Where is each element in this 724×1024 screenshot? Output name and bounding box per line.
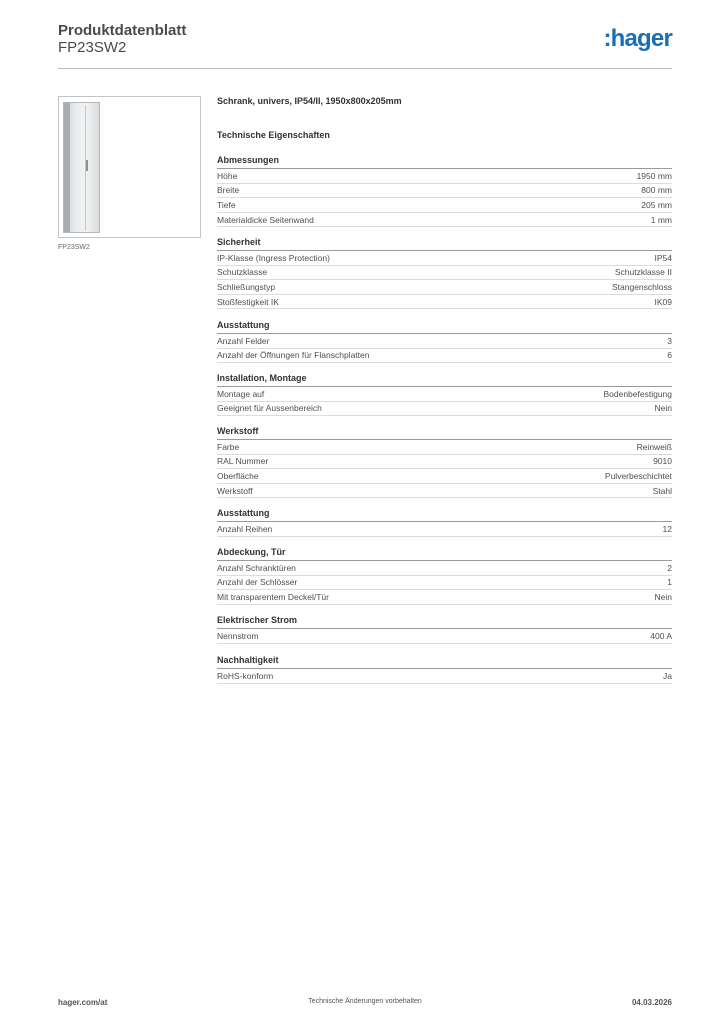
spec-row	[217, 387, 672, 402]
spec-row	[217, 184, 672, 199]
spec-value: 1	[667, 577, 672, 588]
spec-row	[217, 280, 672, 295]
spec-row	[217, 295, 672, 310]
spec-value: Ja	[663, 670, 672, 681]
spec-label: Anzahl der Öffnungen für Flanschplatten	[217, 350, 370, 361]
spec-value: Bodenbefestigung	[603, 388, 672, 399]
spec-value: Nein	[654, 591, 672, 602]
spec-label: Schließungstyp	[217, 281, 276, 292]
cabinet-illustration	[63, 102, 100, 233]
group-title: Ausstattung	[217, 508, 672, 522]
spec-row	[217, 455, 672, 470]
spec-group-equipment	[217, 320, 672, 363]
group-title: Ausstattung	[217, 320, 672, 334]
spec-label: Breite	[217, 185, 240, 196]
spec-group-cover-door	[217, 547, 672, 605]
spec-row	[217, 334, 672, 349]
spec-row	[217, 629, 672, 644]
spec-row	[217, 440, 672, 455]
spec-row	[217, 266, 672, 281]
spec-group-installation	[217, 373, 672, 416]
spec-value: Schutzklasse II	[614, 267, 672, 278]
spec-label: Nennstrom	[217, 630, 259, 641]
spec-value: IP54	[654, 252, 672, 263]
spec-label: Oberfläche	[217, 470, 259, 481]
spec-row	[217, 669, 672, 684]
spec-label: Mit transparentem Deckel/Tür	[217, 591, 329, 602]
group-title: Werkstoff	[217, 426, 672, 440]
document-title: Produktdatenblatt	[58, 22, 187, 39]
spec-value: 400 A	[650, 630, 672, 641]
spec-label: IP-Klasse (Ingress Protection)	[217, 252, 330, 263]
spec-value: Reinweiß	[636, 441, 672, 452]
spec-value: Stangenschloss	[611, 281, 672, 292]
spec-value: IK09	[654, 296, 672, 307]
spec-label: Schutzklasse	[217, 267, 268, 278]
spec-value: 1950 mm	[636, 170, 672, 181]
spec-row	[217, 402, 672, 417]
spec-value: 6	[667, 350, 672, 361]
spec-value: Stahl	[652, 485, 672, 496]
page-footer	[58, 998, 672, 1010]
group-title: Elektrischer Strom	[217, 615, 672, 629]
spec-group-equipment-rows	[217, 508, 672, 537]
spec-value: 3	[667, 335, 672, 346]
spec-group-dimensions	[217, 155, 672, 227]
spec-group-material	[217, 426, 672, 498]
spec-group-electric-current	[217, 615, 672, 644]
spec-value: 1 mm	[650, 214, 672, 225]
spec-row	[217, 561, 672, 576]
spec-row	[217, 213, 672, 228]
spec-row	[217, 590, 672, 605]
spec-row	[217, 576, 672, 591]
spec-row	[217, 469, 672, 484]
technical-properties-title: Technische Eigenschaften	[217, 130, 330, 140]
spec-value: 800 mm	[641, 185, 672, 196]
footer-website: hager.com/at	[58, 998, 108, 1007]
product-code: FP23SW2	[58, 39, 127, 56]
spec-label: Anzahl der Schlösser	[217, 577, 298, 588]
spec-label: Geeignet für Aussenbereich	[217, 403, 322, 414]
spec-row	[217, 349, 672, 364]
image-caption: FP23SW2	[58, 244, 90, 251]
spec-label: Anzahl Reihen	[217, 523, 273, 534]
group-title: Sicherheit	[217, 237, 672, 251]
spec-value: 9010	[653, 456, 672, 467]
group-title: Abmessungen	[217, 155, 672, 169]
hager-logo: :hager	[603, 25, 672, 52]
page-header	[58, 20, 672, 69]
product-description: Schrank, univers, IP54/II, 1950x800x205mm	[217, 96, 402, 106]
product-image	[58, 96, 201, 238]
spec-label: RoHS-konform	[217, 670, 274, 681]
spec-label: Stoßfestigkeit IK	[217, 296, 279, 307]
spec-row	[217, 198, 672, 213]
spec-group-sustainability	[217, 655, 672, 684]
spec-label: Anzahl Felder	[217, 335, 270, 346]
spec-label: RAL Nummer	[217, 456, 269, 467]
spec-value: 2	[667, 562, 672, 573]
spec-row	[217, 251, 672, 266]
spec-label: Tiefe	[217, 199, 236, 210]
spec-row	[217, 169, 672, 184]
spec-label: Anzahl Schranktüren	[217, 562, 296, 573]
cabinet-side-panel	[64, 103, 70, 232]
group-title: Nachhaltigkeit	[217, 655, 672, 669]
spec-row	[217, 484, 672, 499]
spec-label: Materialdicke Seitenwand	[217, 214, 314, 225]
group-title: Abdeckung, Tür	[217, 547, 672, 561]
footer-date: 04.03.2026	[631, 998, 672, 1007]
spec-value: Pulverbeschichtet	[604, 470, 672, 481]
spec-label: Werkstoff	[217, 485, 253, 496]
footer-disclaimer: Technische Änderungen vorbehalten	[308, 998, 422, 1005]
spec-value: 205 mm	[641, 199, 672, 210]
spec-row	[217, 522, 672, 537]
spec-value: 12	[662, 523, 672, 534]
spec-label: Farbe	[217, 441, 240, 452]
spec-label: Montage auf	[217, 388, 265, 399]
cabinet-handle	[86, 160, 88, 171]
spec-group-safety	[217, 237, 672, 309]
spec-label: Höhe	[217, 170, 238, 181]
spec-value: Nein	[654, 403, 672, 414]
group-title: Installation, Montage	[217, 373, 672, 387]
